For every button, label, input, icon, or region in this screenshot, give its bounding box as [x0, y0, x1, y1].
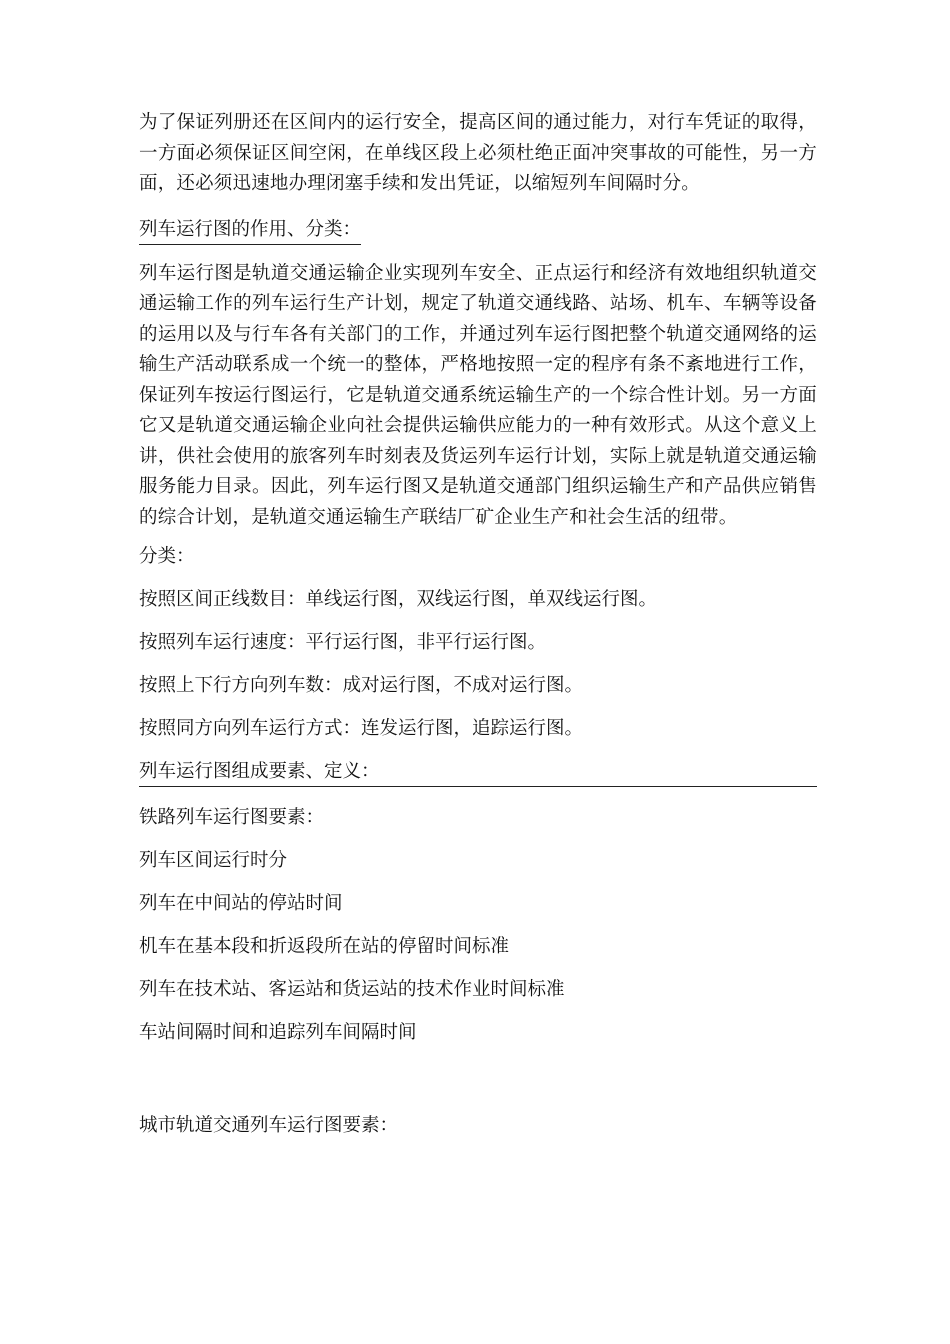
intro-paragraph: 为了保证列册还在区间内的运行安全，提高区间的通过能力，对行车凭证的取得，一方面必须保证区间空闲，在单线区段上必须杜绝正面冲突事故的可能性，另一方面，还必须迅速地办理闭塞手续和发出凭证，以缩短列车间隔时分。: [139, 112, 817, 194]
classification-item: 按照同方向列车运行方式：连发运行图，追踪运行图。: [139, 718, 584, 739]
railway-element-item: 列车区间运行时分: [139, 850, 288, 871]
urban-elements-label: 城市轨道交通列车运行图要素：: [139, 1115, 399, 1136]
classification-label: 分类：: [139, 546, 195, 567]
railway-element-item: 车站间隔时间和追踪列车间隔时间: [139, 1022, 417, 1043]
blank-space: [139, 1064, 817, 1114]
section-heading-elements-definition: 列车运行图组成要素、定义：: [139, 760, 817, 787]
railway-element-item: 机车在基本段和折返段所在站的停留时间标准: [139, 936, 510, 957]
railway-element-item: 列车在技术站、客运站和货运站的技术作业时间标准: [139, 979, 565, 1000]
classification-item: 按照上下行方向列车数：成对运行图，不成对运行图。: [139, 675, 584, 696]
role-paragraph: 列车运行图是轨道交通运输企业实现列车安全、正点运行和经济有效地组织轨道交通运输工作的列车运行生产计划，规定了轨道交通线路、站场、机车、车辆等设备的运用以及与行车各有关部门的工作，并通过列车运行图把整个轨道交通网络的运输生产活动联系成一个统一的整体，严格地按照一定的程序有条不紊地进行工作，保证列车按运行图运行，它是轨道交通系统运输生产的一个综合性计划。另一方面它又是轨道交通运输企业向社会提供运输供应能力的一种有效形式。从这个意义上讲，供社会使用的旅客列车时刻表及货运列车运行计划，实际上就是轨道交通运输服务能力目录。因此，列车运行图又是轨道交通部门组织运输生产和产品供应销售的综合计划，是轨道交通运输生产联结厂矿企业生产和社会生活的纽带。: [139, 262, 817, 528]
railway-element-item: 列车在中间站的停站时间: [139, 893, 343, 914]
classification-item: 按照列车运行速度：平行运行图，非平行运行图。: [139, 632, 547, 653]
section-heading-role-classification: 列车运行图的作用、分类：: [139, 218, 361, 245]
document-body: [139, 108, 817, 1157]
classification-item: 按照区间正线数目：单线运行图，双线运行图，单双线运行图。: [139, 589, 658, 610]
railway-elements-label: 铁路列车运行图要素：: [139, 807, 325, 828]
